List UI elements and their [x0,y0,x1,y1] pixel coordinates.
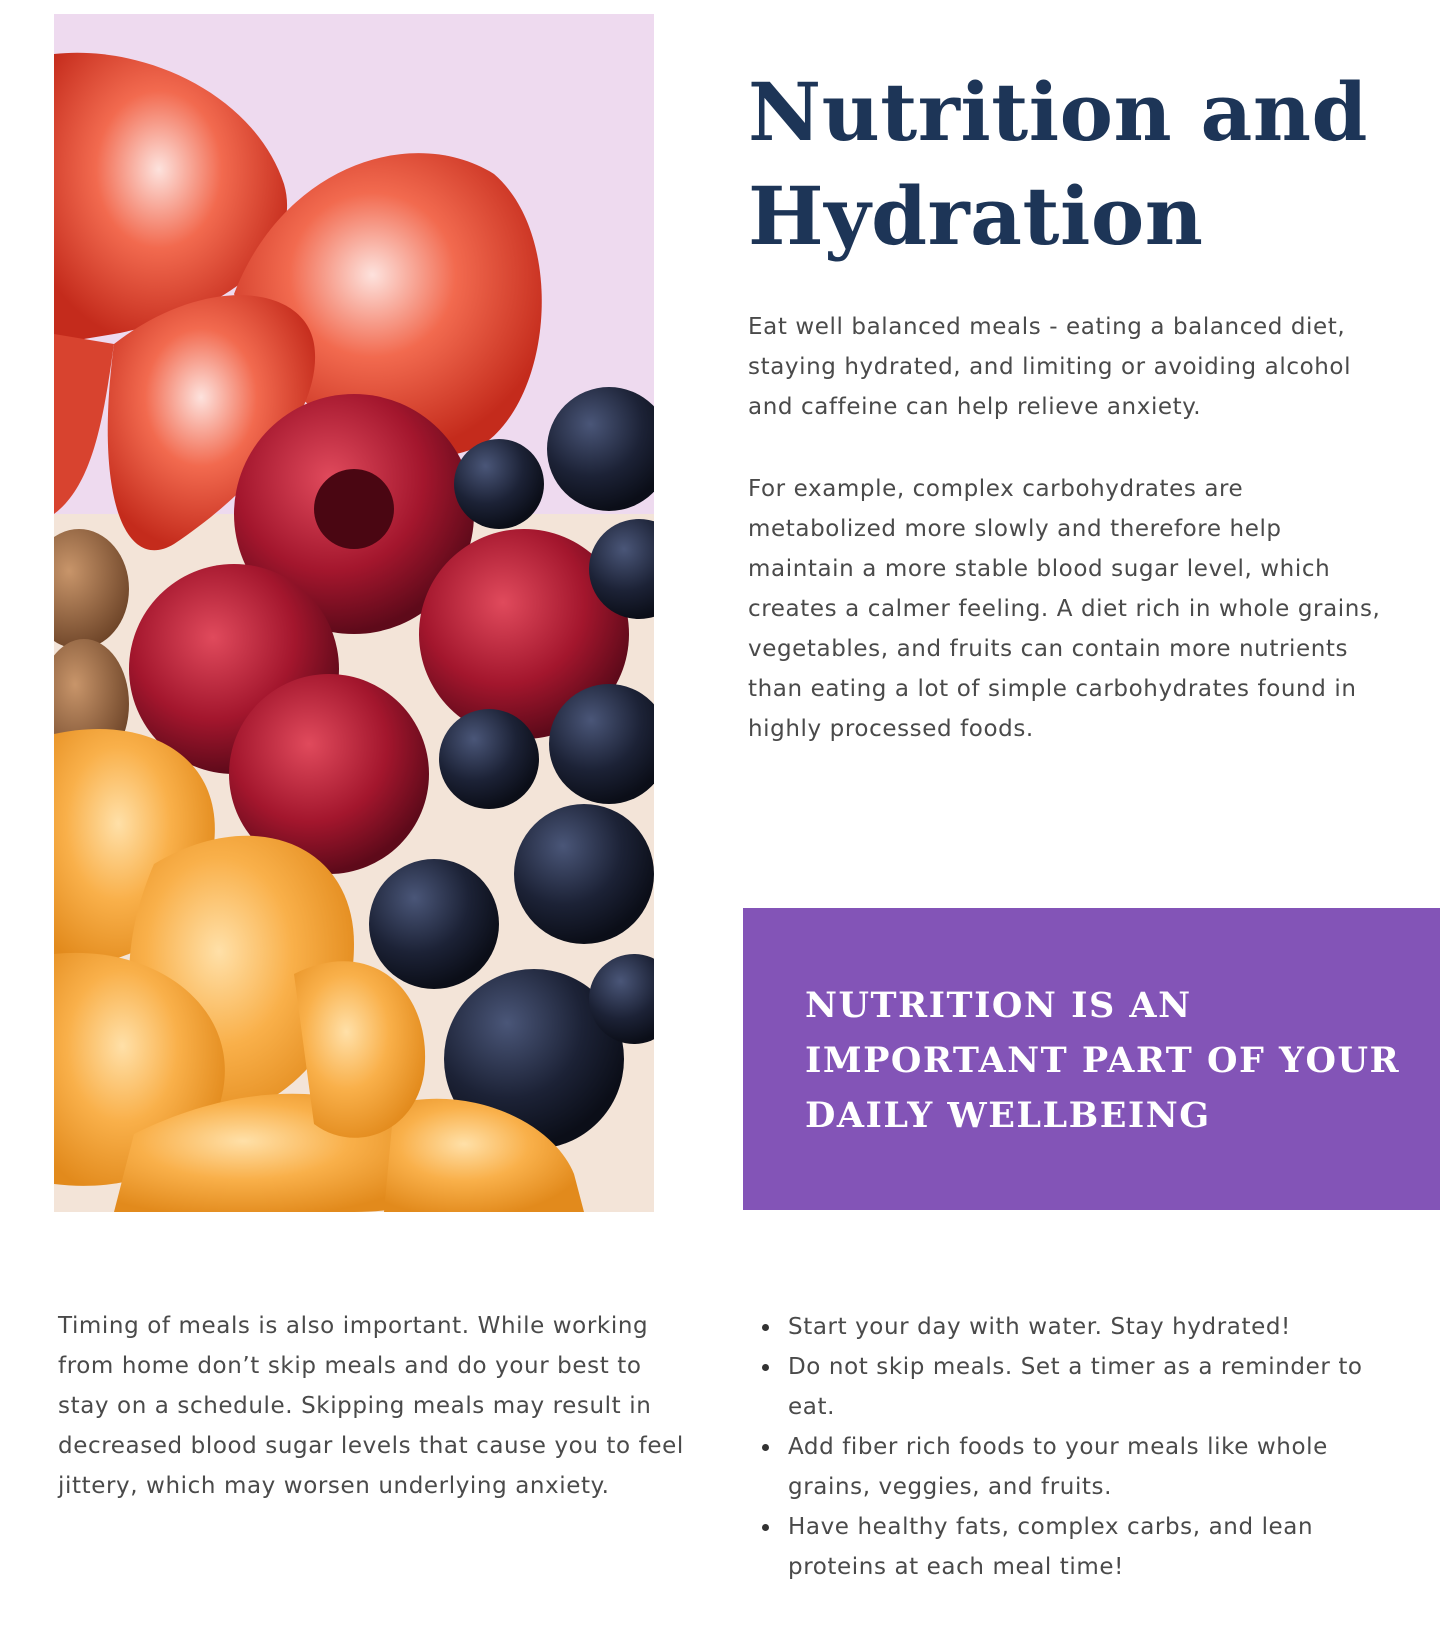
intro-paragraph: Eat well balanced meals - eating a balanced diet, staying hydrated, and limiting or avoiding alcohol and caffeine can help relieve anxiety. [748,314,1352,420]
meal-timing-paragraph: Timing of meals is also important. While working from home don’t skip meals and do your best to stay on a schedule. Skipping meals may result in decreased blood sugar levels that cause you to feel jittery, which may worsen underlying anxiety. [58,1313,684,1499]
tips-list [748,1307,1408,1587]
tip-item: • Do not skip meals. Set a timer as a reminder to eat. [782,1347,1408,1427]
fruit-photo [54,14,654,1212]
tip-item: • Add fiber rich foods to your meals like whole grains, veggies, and fruits. [782,1427,1408,1507]
tip-item: • Have healthy fats, complex carbs, and lean proteins at each meal time! [782,1507,1408,1587]
page-title: Nutrition and Hydration [748,65,1368,263]
callout-text: NUTRITION IS AN IMPORTANT PART OF YOUR DAILY WELLBEING [805,985,1401,1136]
tip-item: • Start your day with water. Stay hydrated! [782,1307,1408,1347]
callout-banner [743,908,1440,1210]
carbohydrates-paragraph: For example, complex carbohydrates are metabolized more slowly and therefore help maintain a more stable blood sugar level, which creates a calmer feeling. A diet rich in whole grains, vegetables, and fruits can contain more nutrients than eating a lot of simple carbohydrates found in highly processed foods. [748,476,1381,742]
